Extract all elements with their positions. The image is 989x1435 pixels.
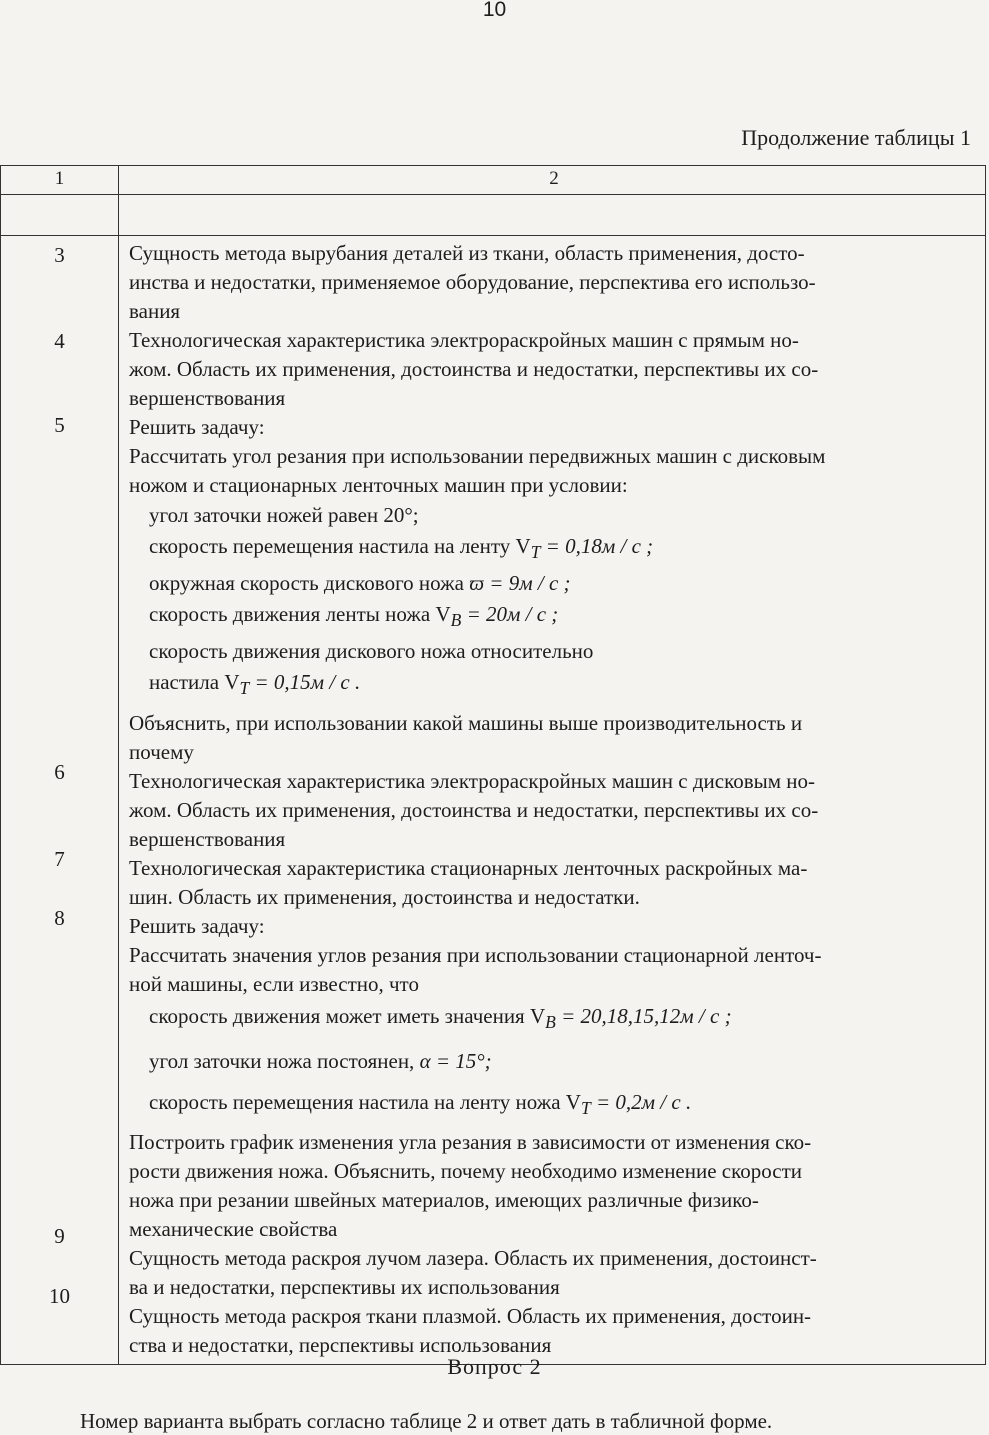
row-10-text: Сущность метода раскроя ткани плазмой. Область их применения, достоин- ства и недостатки, перспективы использования <box>129 1303 812 1357</box>
row-6-text: Технологическая характеристика электрораскройных машин с дисковым но- жом. Область их применения, достоинства и недостатки, перспективы их со- вершенствования <box>129 768 819 851</box>
table-header-row <box>1 166 986 195</box>
text-column <box>119 236 986 1365</box>
question-title: Вопрос 2 <box>447 1354 542 1379</box>
row-9-text: Сущность метода раскроя лучом лазера. Область их применения, достоинст- ва и недостатки, перспективы их использования <box>129 1245 817 1299</box>
row-5-text: Решить задачу: Рассчитать угол резания при использовании передвижных машин с дисковым ножом и стационарных ленточных машин при условии: угол заточки ножей равен 20°; скорость перемещения настила на ленту $V_T = 0,18м / с$ ; окружная скорость дискового ножа ϖ = 9м / с ; скорость движения ленты ножа $V_B = 20м / с$ ; скорость движения дискового ножа относительно настила $V_T = 0,15м / с$ . Объяснить, при использовании какой машины выше производительность и почему <box>129 415 826 764</box>
row-number: 4 <box>54 329 65 353</box>
page-number: 10 <box>482 0 507 21</box>
row-8-text: Решить задачу: Рассчитать значения углов резания при использовании стационарной ленточ- ной машины, если известно, что скорость движения может иметь значения $V_B = 20,18,15,12м / с$ ; угол заточки ножа постоянен, α = 15°; скорость перемещения настила на ленту ножа $V_T = 0,2м / с$ . Построить график изменения угла резания в зависимости от изменения ско- рости движения ножа. Объяснить, почему необходимо изменение скорости ножа при резании швейных материалов, имеющих различные физико- механические свойства <box>129 913 822 1241</box>
header-col-2: 2 <box>119 166 986 195</box>
row-3-text: Сущность метода вырубания деталей из ткани, область применения, досто- инства и недостатки, применяемое оборудование, перспектива его использо- вания <box>129 241 816 323</box>
row-7-text: Технологическая характеристика стационарных ленточных раскройных ма- шин. Область их применения, достоинства и недостатки. <box>129 855 808 909</box>
row-number: 10 <box>49 1284 70 1308</box>
row-number: 6 <box>54 760 65 784</box>
header-col-1: 1 <box>1 166 119 195</box>
table-continuation-label: Продолжение таблицы 1 <box>741 125 971 150</box>
number-column <box>1 236 119 1365</box>
row-number: 9 <box>54 1224 65 1248</box>
question-text: Номер варианта выбрать согласно таблице 2 и ответ дать в табличной форме. <box>80 1409 773 1433</box>
blank-row <box>1 195 986 236</box>
row-number: 8 <box>54 906 65 930</box>
row-number: 3 <box>54 243 65 267</box>
tasks-table <box>0 165 986 1365</box>
row-number: 7 <box>54 847 65 871</box>
table-body-row <box>1 236 986 1365</box>
row-4-text: Технологическая характеристика электрораскройных машин с прямым но- жом. Область их применения, достоинства и недостатки, перспективы их со- вершенствования <box>129 328 819 410</box>
row-number: 5 <box>54 413 65 437</box>
